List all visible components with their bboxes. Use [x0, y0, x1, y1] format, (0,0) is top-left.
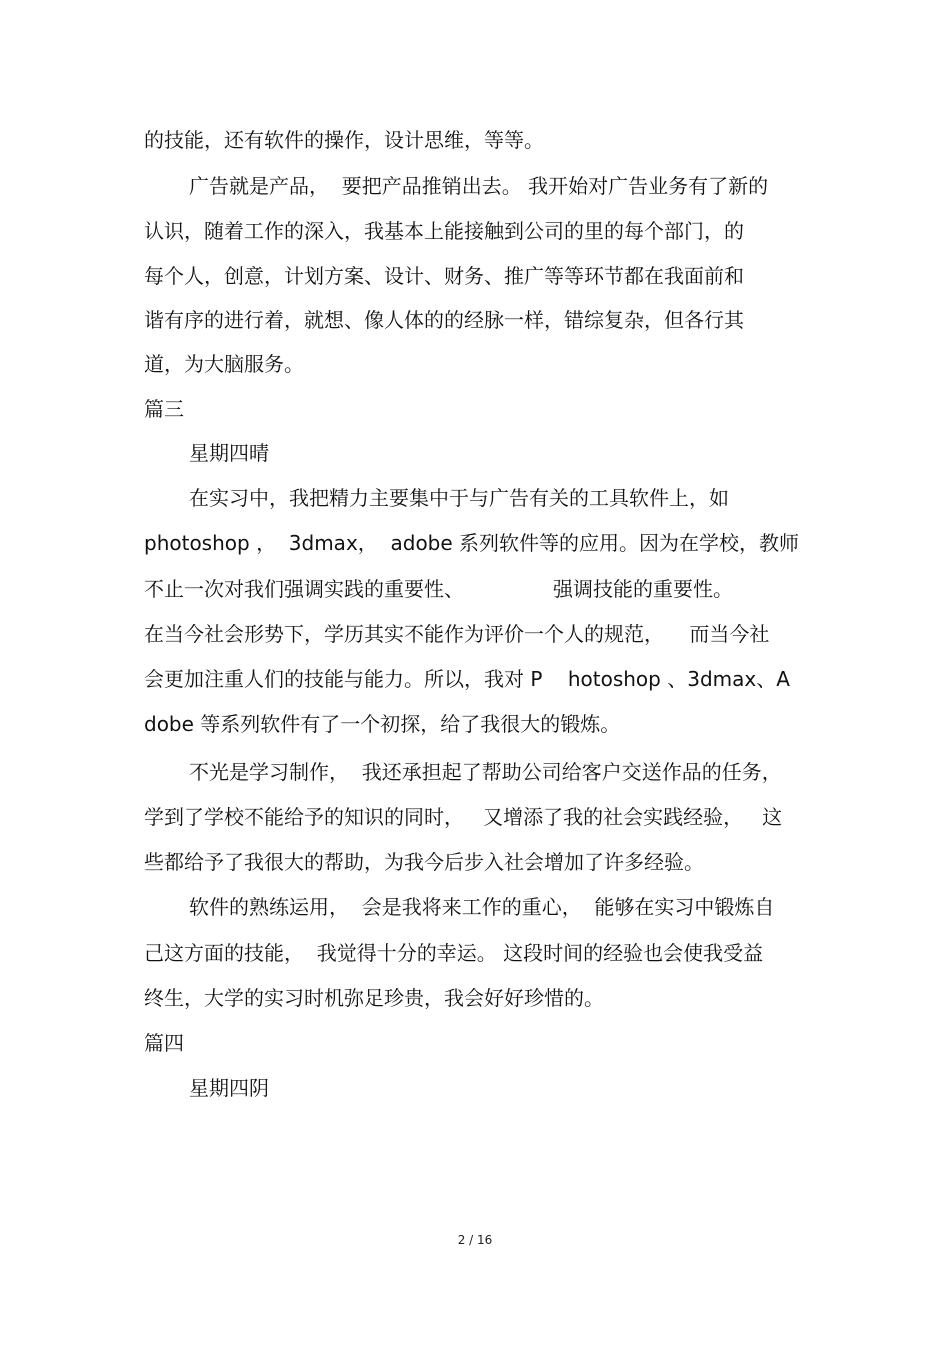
body-text-line: 不止一次对我们强调实践的重要性、 强调技能的重要性。 [144, 577, 734, 601]
page-number: 2 / 16 [457, 1233, 493, 1247]
body-text-line: 谐有序的进行着，就想、像人体的的经脉一样，错综复杂，但各行其 [144, 308, 744, 332]
body-text-line: 在当今社会形势下，学历其实不能作为评价一个人的规范， 而当今社 [144, 622, 770, 646]
body-text-line: 终生，大学的实习时机弥足珍贵，我会好好珍惜的。 [144, 986, 604, 1010]
body-text-line: 学到了学校不能给予的知识的同时， 又增添了我的社会实践经验， 这 [144, 805, 783, 829]
body-text-line: 些都给予了我很大的帮助，为我今后步入社会增加了许多经验。 [144, 850, 704, 874]
body-text-line: dobe 等系列软件有了一个初探，给了我很大的锻炼。 [144, 712, 621, 736]
body-text-line: 每个人，创意，计划方案、设计、财务、推广等等环节都在我面前和 [144, 264, 744, 288]
body-text-line: 会更加注重人们的技能与能力。所以，我对 P hotoshop 、3dmax、A [144, 667, 790, 691]
body-text-line: 软件的熟练运用， 会是我将来工作的重心， 能够在实习中锻炼自 [189, 895, 775, 919]
body-text-line: photoshop ， 3dmax， adobe 系列软件等的应用。因为在学校，教师 [144, 531, 800, 555]
body-text-line: 道，为大脑服务。 [144, 352, 304, 376]
body-text-line: 广告就是产品， 要把产品推销出去。 我开始对广告业务有了新的 [189, 174, 769, 198]
body-text-line: 己这方面的技能， 我觉得十分的幸运。 这段时间的经验也会使我受益 [144, 941, 764, 965]
date-weather-line: 星期四阴 [189, 1076, 269, 1100]
date-weather-line: 星期四晴 [189, 441, 269, 465]
section-heading: 篇三 [144, 397, 184, 421]
section-heading: 篇四 [144, 1031, 184, 1055]
body-text-line: 在实习中，我把精力主要集中于与广告有关的工具软件上，如 [189, 486, 729, 510]
body-text-line: 不光是学习制作， 我还承担起了帮助公司给客户交送作品的任务， [189, 760, 782, 784]
body-text-line: 的技能，还有软件的操作，设计思维，等等。 [144, 128, 544, 152]
body-text-line: 认识，随着工作的深入，我基本上能接触到公司的里的每个部门，的 [144, 219, 744, 243]
